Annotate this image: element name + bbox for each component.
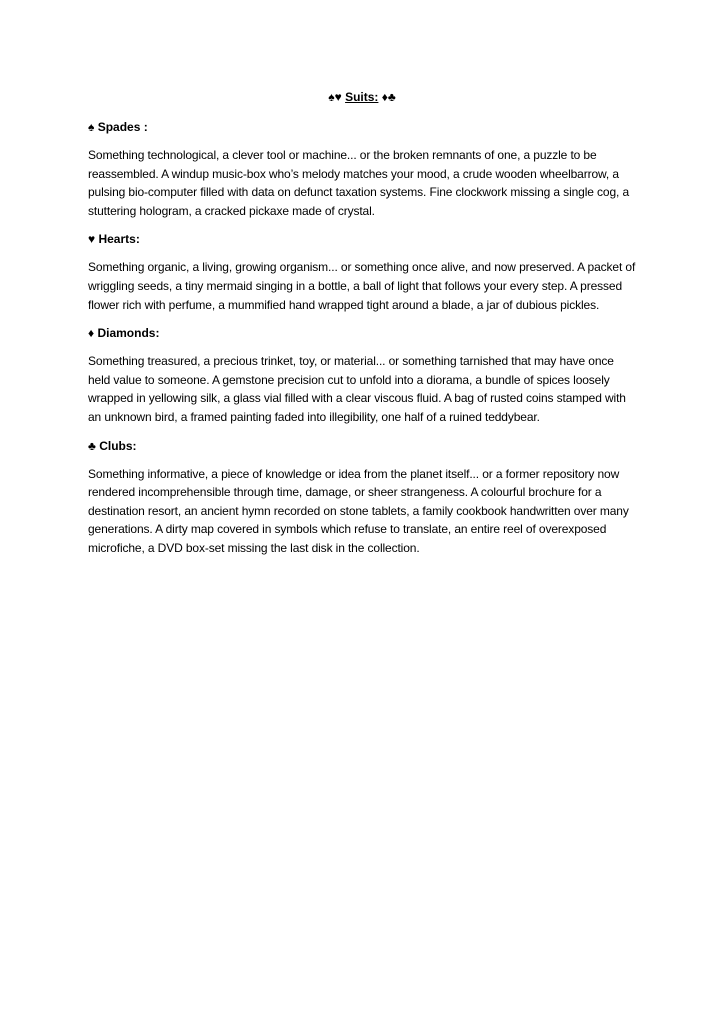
section-clubs: [88, 437, 636, 558]
section-spades: [88, 118, 636, 220]
document-page: [88, 88, 636, 568]
section-heading-hearts: ♥ Hearts:: [88, 232, 140, 247]
section-body-diamonds: Something treasured, a precious trinket, toy, or material... or something tarnished that may have once held value to someone. A gemstone precision cut to unfold into a diorama, a bundle of spices loosely wrapped in yellowing silk, a glass vial filled with a clear viscous fluid. A bag of rusted coins stamped with an unknown bird, a framed painting faded into illegibility, one half of a ruined teddybear.: [88, 354, 626, 424]
section-heading-diamonds: ♦ Diamonds:: [88, 326, 160, 341]
section-body-hearts: Something organic, a living, growing organism... or something once alive, and now preserved. A packet of wriggling seeds, a tiny mermaid singing in a bottle, a ball of light that follows your every step. A pressed flower rich with perfume, a mummified hand wrapped tight around a blade, a jar of dubious pickles.: [88, 260, 636, 312]
section-body-spades: Something technological, a clever tool or machine... or the broken remnants of one, a puzzle to be reassembled. A windup music-box who’s melody matches your mood, a crude wooden wheelbarrow, a pulsing bio-computer filled with data on defunct taxation systems. Fine clockwork missing a single cog, a stuttering hologram, a cracked pickaxe made of crystal.: [88, 148, 630, 218]
title-prefix-suit-symbols: ♠♥: [328, 90, 342, 104]
title-suffix-suit-symbols: ♦♣: [381, 90, 396, 104]
section-hearts: [88, 230, 636, 314]
section-body-clubs: Something informative, a piece of knowledge or idea from the planet itself... or a former repository now rendered incomprehensible through time, damage, or sheer strangeness. A colourful brochure for a destination resort, an ancient hymn recorded on stone tablets, a family cookbook handwritten over many generations. A dirty map covered in symbols which refuse to translate, an entire reel of overexposed microfiche, a DVD box-set missing the last disk in the collection.: [88, 466, 629, 555]
title-text: Suits:: [345, 90, 379, 104]
section-heading-spades: ♠ Spades :: [88, 120, 148, 134]
section-heading-clubs: ♣ Clubs:: [88, 438, 137, 453]
document-title: [88, 88, 636, 106]
section-diamonds: [88, 324, 636, 426]
